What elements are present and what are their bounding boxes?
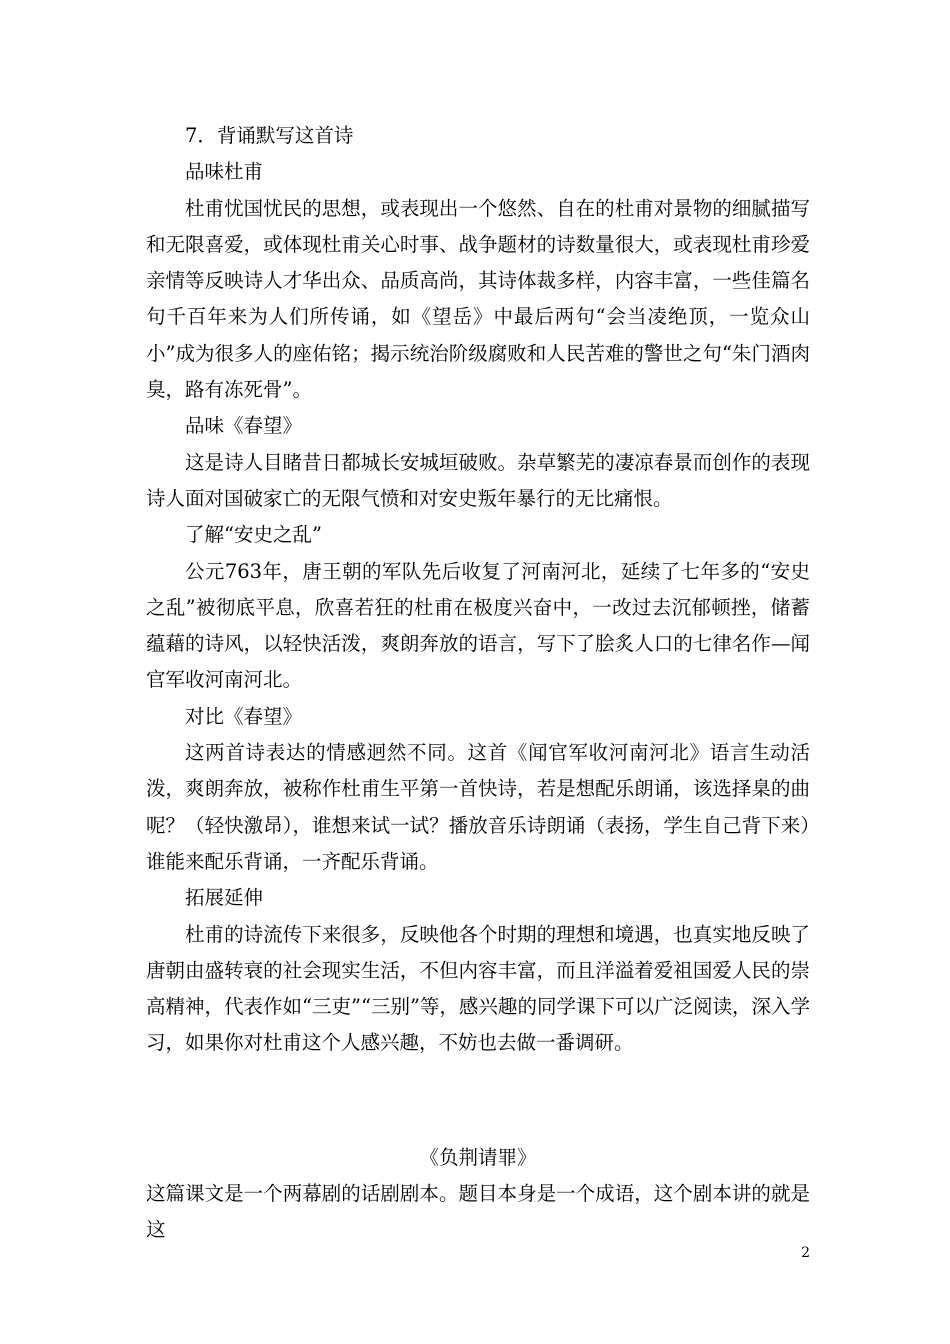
- section-title: 《负荆请罪》: [419, 1145, 537, 1169]
- paragraph-dufu-thoughts: 杜甫忧国忧民的思想，或表现出一个悠然、自在的杜甫对景物的细腻描写和无限喜爱，或体现杜甫关心时事、战争题材的诗数量很大，或表现杜甫珍爱亲情等反映诗人才华出众、品质高尚，其诗体裁多样，内容丰富，一些佳篇名句千百年来为人们所传诵，如《望岳》中最后两句“会当凌绝顶，一览众山小”成为很多人的座佑铭；揭示统治阶级腐败和人民苦难的警世之句“朱门酒肉臭，路有冻死骨”。: [146, 196, 810, 402]
- heading-savor-chunwang: 品味《春望》: [185, 414, 303, 438]
- heading-savor-dufu: 品味杜甫: [185, 160, 264, 184]
- paragraph-recite: 7．背诵默写这首诗: [185, 124, 354, 147]
- paragraph-extension: 杜甫的诗流传下来很多，反映他各个时期的理想和境遇，也真实地反映了唐朝由盛转衰的社会现实生活，不但内容丰富，而且洋溢着爱祖国爱人民的崇高精神，代表作如“三吏”“三别”等，感兴趣的同学课下可以广泛阅读，深入学习，如果你对杜甫这个人感兴趣，不妨也去做一番调研。: [146, 922, 810, 1055]
- paragraph-compare: 这两首诗表达的情感迥然不同。这首《闻官军收河南河北》语言生动活泼，爽朗奔放，被称作杜甫生平第一首快诗，若是想配乐朗诵，该选择臬的曲呢？（轻快激昂），谁想来试一试？播放音乐诗朗诵（表扬，学生自己背下来）谁能来配乐背诵，一齐配乐背诵。: [146, 741, 810, 873]
- heading-compare-chunwang: 对比《春望》: [185, 704, 303, 728]
- heading-anshi-rebellion: 了解“安史之乱”: [185, 523, 322, 547]
- paragraph-chunwang: 这是诗人目睹昔日都城长安城垣破败。杂草繁芜的凄凉春景而创作的表现诗人面对国破家亡的无限气愤和对安史叛年暴行的无比痛恨。: [146, 450, 810, 510]
- paragraph-anshi-rebellion: 公元763年，唐王朝的军队先后收复了河南河北，延续了七年多的“安史之乱”被彻底平息，欣喜若狂的杜甫在极度兴奋中，一改过去沉郁顿挫，储蓄蕴藉的诗风，以轻快活泼，爽朗奔放的语言，写下了脍炙人口的七律名作—闻官军收河南河北。: [146, 559, 810, 692]
- document-page: [146, 118, 810, 1249]
- section-intro: 这篇课文是一个两幕剧的话剧剧本。题目本身是一个成语，这个剧本讲的就是这: [146, 1182, 810, 1242]
- heading-extension: 拓展延伸: [185, 886, 264, 910]
- page-number: 2: [801, 1245, 810, 1261]
- section-spacer: [146, 1062, 810, 1140]
